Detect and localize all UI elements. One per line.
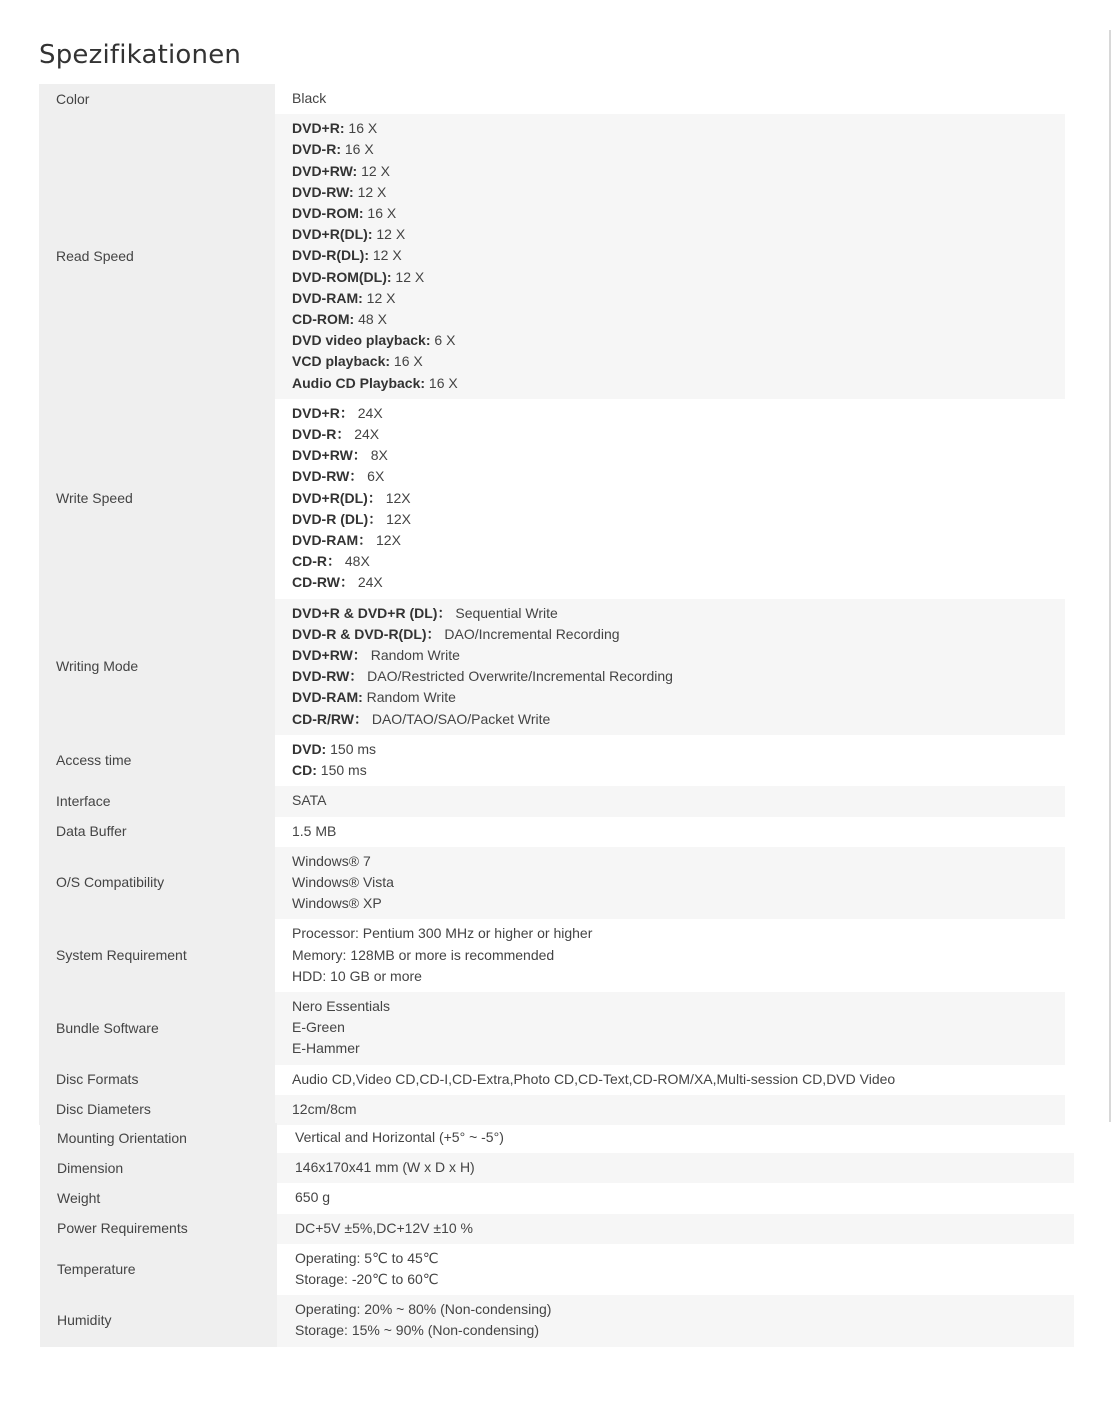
spec-row-write-speed xyxy=(39,399,1065,599)
spec-label: Access time xyxy=(39,735,275,786)
spec-value-line xyxy=(292,851,1065,872)
spec-value-text: DAO/Incremental Recording xyxy=(440,625,620,642)
spec-value-line xyxy=(292,445,1065,466)
spec-value-text: Nero Essentials xyxy=(292,997,391,1014)
spec-label: System Requirement xyxy=(39,919,275,992)
spec-value-key: DVD+RW： xyxy=(292,647,367,664)
spec-value-text: Storage: -20℃ to 60℃ xyxy=(295,1271,439,1288)
spec-row-disc-diameters xyxy=(39,1095,1065,1125)
spec-value-text: 6X xyxy=(363,468,385,485)
spec-row-humidity xyxy=(40,1295,1074,1346)
spec-value xyxy=(275,599,1065,735)
spec-value-text: Operating: 20% ~ 80% (Non-condensing) xyxy=(295,1301,552,1318)
spec-value-key: DVD-R (DL)： xyxy=(292,510,383,527)
spec-value-text: 12X xyxy=(382,510,412,527)
spec-value-text: 24X xyxy=(350,426,380,443)
spec-value-line xyxy=(292,790,1065,811)
spec-value-text: Vertical and Horizontal (+5° ~ -5°) xyxy=(295,1129,504,1145)
spec-value-key: Audio CD Playback: xyxy=(292,374,426,391)
spec-value-key: DVD-R & DVD-R(DL)： xyxy=(292,625,441,642)
spec-value-text: Black xyxy=(292,90,327,106)
spec-value-text: 12 X xyxy=(353,183,387,200)
spec-value-line xyxy=(292,139,1065,160)
spec-value xyxy=(275,1095,1065,1125)
spec-label: Bundle Software xyxy=(39,992,275,1065)
spec-label: Mounting Orientation xyxy=(40,1123,277,1153)
spec-value-line xyxy=(292,161,1065,182)
spec-value-text: 8X xyxy=(366,447,388,464)
spec-label: Writing Mode xyxy=(39,599,275,735)
spec-value-key: DVD+R & DVD+R (DL)： xyxy=(292,604,452,621)
spec-value-key: CD-ROM: xyxy=(292,311,355,328)
spec-value-text: 24X xyxy=(353,574,383,591)
spec-value-key: DVD+RW： xyxy=(292,447,367,464)
spec-value-key: DVD-RAM: xyxy=(292,689,363,706)
spec-value-key: DVD-R: xyxy=(292,141,341,158)
spec-value-line xyxy=(295,1320,1074,1341)
spec-row-read-speed xyxy=(39,114,1065,399)
spec-value xyxy=(275,786,1065,816)
spec-value-text: 48 X xyxy=(354,311,387,328)
spec-value-text: 12 X xyxy=(362,289,396,306)
spec-value-line xyxy=(292,118,1065,139)
specifications-table xyxy=(39,84,1065,1125)
spec-value-line xyxy=(292,624,1065,645)
spec-value-line xyxy=(295,1157,1074,1178)
spec-value-text: 12 X xyxy=(357,162,390,179)
spec-value-line xyxy=(292,551,1065,572)
spec-label: Disc Diameters xyxy=(39,1095,275,1125)
spec-value-line xyxy=(292,821,1065,842)
spec-value-line xyxy=(292,88,1065,109)
spec-value-text: Operating: 5℃ to 45℃ xyxy=(295,1249,439,1266)
specifications-table-continued xyxy=(40,1123,1074,1347)
spec-value-text: SATA xyxy=(292,792,327,809)
spec-value-text: 12cm/8cm xyxy=(292,1100,357,1117)
spec-value xyxy=(277,1214,1074,1244)
spec-value-line xyxy=(292,288,1065,309)
spec-value-line xyxy=(295,1299,1074,1320)
spec-value xyxy=(275,84,1065,114)
spec-value-text: 146x170x41 mm (W x D x H) xyxy=(295,1159,475,1176)
spec-row-o-s-compatibility xyxy=(39,847,1065,920)
spec-row-power-requirements xyxy=(40,1214,1074,1244)
spec-value-line xyxy=(292,945,1065,966)
spec-row-bundle-software xyxy=(39,992,1065,1065)
spec-value-text: Random Write xyxy=(366,647,460,664)
page-title: Spezifikationen xyxy=(39,40,242,70)
spec-value-key: DVD-R(DL): xyxy=(292,247,369,264)
spec-value-text: Memory: 128MB or more is recommended xyxy=(292,946,555,963)
spec-value-text: 12 X xyxy=(391,268,425,285)
spec-value xyxy=(275,735,1065,786)
spec-value-line xyxy=(292,267,1065,288)
spec-row-system-requirement xyxy=(39,919,1065,992)
spec-row-access-time xyxy=(39,735,1065,786)
spec-value-key: DVD+RW: xyxy=(292,162,358,179)
spec-value-line xyxy=(292,760,1065,781)
spec-value-key: CD-R/RW： xyxy=(292,710,368,727)
spec-row-interface xyxy=(39,786,1065,816)
spec-value-text: DAO/Restricted Overwrite/Incremental Recording xyxy=(363,668,673,685)
spec-label: Power Requirements xyxy=(40,1214,277,1244)
spec-value-text: E-Green xyxy=(292,1019,345,1036)
spec-value xyxy=(275,114,1065,399)
spec-value-line xyxy=(292,330,1065,351)
spec-row-color xyxy=(39,84,1065,114)
spec-label: Temperature xyxy=(40,1244,277,1295)
spec-value-line xyxy=(292,996,1065,1017)
spec-value-text: DC+5V ±5%,DC+12V ±10 % xyxy=(295,1219,474,1236)
spec-value-line xyxy=(292,488,1065,509)
spec-value-line xyxy=(292,509,1065,530)
spec-value-text: Sequential Write xyxy=(451,604,558,621)
spec-value xyxy=(277,1183,1074,1213)
spec-value-key: CD: xyxy=(292,762,317,779)
spec-row-writing-mode xyxy=(39,599,1065,735)
spec-value-line xyxy=(292,224,1065,245)
spec-value xyxy=(277,1153,1074,1183)
spec-value-key: DVD-RAM: xyxy=(292,289,363,306)
spec-value-line xyxy=(292,351,1065,372)
spec-value-text: Storage: 15% ~ 90% (Non-condensing) xyxy=(295,1322,539,1339)
spec-value-line xyxy=(292,1069,1065,1090)
spec-value-line xyxy=(295,1127,1074,1148)
spec-value-line xyxy=(292,645,1065,666)
spec-value-text: 150 ms xyxy=(316,762,367,779)
spec-value xyxy=(277,1123,1074,1153)
spec-value xyxy=(275,847,1065,920)
spec-value-line xyxy=(295,1269,1074,1290)
spec-value-line xyxy=(292,709,1065,730)
spec-row-data-buffer xyxy=(39,817,1065,847)
spec-value-line xyxy=(292,872,1065,893)
spec-value-line xyxy=(292,687,1065,708)
spec-value-line xyxy=(292,1099,1065,1120)
spec-label: O/S Compatibility xyxy=(39,847,275,920)
spec-value-key: DVD video playback: xyxy=(292,332,431,349)
spec-value-key: DVD+R(DL): xyxy=(292,226,373,243)
spec-value-line xyxy=(292,466,1065,487)
spec-value-text: 12X xyxy=(381,489,411,506)
spec-value-text: 16 X xyxy=(390,353,423,370)
spec-value-line xyxy=(295,1218,1074,1239)
spec-label: Humidity xyxy=(40,1295,277,1346)
spec-value-text: 12X xyxy=(372,532,401,549)
spec-value-text: 6 X xyxy=(430,332,456,349)
spec-value-line xyxy=(292,403,1065,424)
spec-row-disc-formats xyxy=(39,1065,1065,1095)
spec-value-line xyxy=(292,373,1065,394)
spec-value-key: DVD-ROM(DL): xyxy=(292,268,392,285)
spec-value-line xyxy=(292,739,1065,760)
spec-label: Color xyxy=(39,84,275,114)
spec-row-dimension xyxy=(40,1153,1074,1183)
spec-value-key: DVD-R： xyxy=(292,426,351,443)
spec-row-weight xyxy=(40,1183,1074,1213)
spec-value-line xyxy=(292,603,1065,624)
spec-label: Disc Formats xyxy=(39,1065,275,1095)
spec-label: Write Speed xyxy=(39,399,275,599)
spec-value-text: 16 X xyxy=(344,120,378,137)
scrollbar-edge xyxy=(1109,30,1111,1122)
spec-value-line xyxy=(292,530,1065,551)
spec-value-line xyxy=(292,1017,1065,1038)
spec-value-line xyxy=(292,424,1065,445)
spec-label: Weight xyxy=(40,1183,277,1213)
spec-value-line xyxy=(292,203,1065,224)
spec-value-text: 16 X xyxy=(363,205,397,222)
spec-value-key: DVD+R: xyxy=(292,120,345,137)
spec-value-line xyxy=(292,893,1065,914)
spec-value xyxy=(277,1295,1074,1346)
spec-value-line xyxy=(292,309,1065,330)
spec-value-line xyxy=(295,1187,1074,1208)
spec-value-line xyxy=(292,572,1065,593)
spec-value-line xyxy=(292,666,1065,687)
spec-value-text: Windows® XP xyxy=(292,895,382,912)
spec-value xyxy=(277,1244,1074,1295)
spec-value-line xyxy=(292,966,1065,987)
spec-value-key: DVD+R(DL)： xyxy=(292,489,382,506)
spec-value-text: 48X xyxy=(341,553,370,570)
spec-value-text: 16 X xyxy=(341,141,374,158)
spec-value xyxy=(275,817,1065,847)
spec-value-line xyxy=(292,182,1065,203)
spec-value-text: E-Hammer xyxy=(292,1040,360,1057)
spec-value-key: CD-R： xyxy=(292,553,341,570)
spec-row-temperature xyxy=(40,1244,1074,1295)
spec-value-text: 12 X xyxy=(368,247,402,264)
spec-value-text: DAO/TAO/SAO/Packet Write xyxy=(367,710,551,727)
spec-value-line xyxy=(295,1248,1074,1269)
spec-value-line xyxy=(292,1038,1065,1059)
spec-value-key: DVD+R： xyxy=(292,404,354,421)
spec-value xyxy=(275,399,1065,599)
spec-value-text: 1.5 MB xyxy=(292,822,337,839)
spec-value-key: DVD-ROM: xyxy=(292,205,364,222)
spec-value-text: 150 ms xyxy=(326,740,377,757)
spec-label: Data Buffer xyxy=(39,817,275,847)
spec-value-text: Processor: Pentium 300 MHz or higher or higher xyxy=(292,925,593,942)
spec-value-key: DVD-RAM： xyxy=(292,532,373,549)
spec-value-text: 16 X xyxy=(425,374,458,391)
spec-value-text: Random Write xyxy=(362,689,456,706)
spec-value-text: 24X xyxy=(353,404,383,421)
spec-row-mounting-orientation xyxy=(40,1123,1074,1153)
spec-value-line xyxy=(292,245,1065,266)
spec-value-key: DVD: xyxy=(292,740,327,757)
spec-label: Read Speed xyxy=(39,114,275,399)
spec-value-line xyxy=(292,923,1065,944)
spec-value-key: VCD playback: xyxy=(292,353,391,370)
spec-value xyxy=(275,919,1065,992)
spec-value xyxy=(275,1065,1065,1095)
spec-value-text: 12 X xyxy=(372,226,406,243)
spec-value-text: HDD: 10 GB or more xyxy=(292,967,422,984)
spec-value-text: Windows® 7 xyxy=(292,852,371,869)
spec-value-key: DVD-RW： xyxy=(292,468,364,485)
spec-label: Interface xyxy=(39,786,275,816)
spec-value-text: Windows® Vista xyxy=(292,873,394,890)
spec-value-key: DVD-RW： xyxy=(292,668,364,685)
spec-value-text: Audio CD,Video CD,CD-I,CD-Extra,Photo CD,CD-Text,CD-ROM/XA,Multi-session CD,DVD Video xyxy=(292,1070,896,1087)
spec-value xyxy=(275,992,1065,1065)
spec-value-key: CD-RW： xyxy=(292,574,354,591)
spec-value-text: 650 g xyxy=(295,1189,331,1206)
spec-label: Dimension xyxy=(40,1153,277,1183)
spec-value-key: DVD-RW: xyxy=(292,183,354,200)
